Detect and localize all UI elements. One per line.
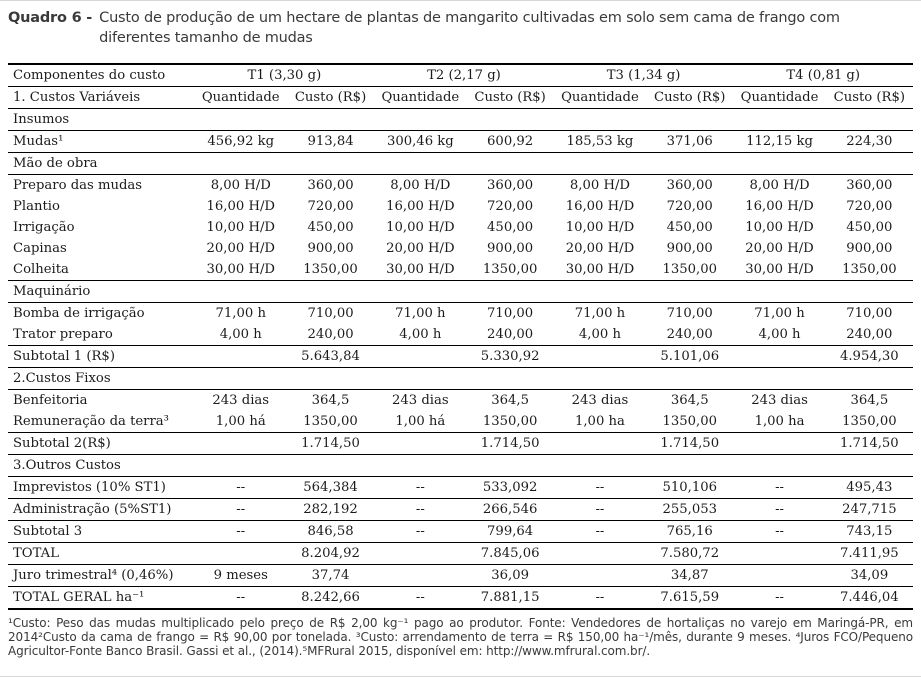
quantity-cell: 243 dias	[392, 393, 449, 408]
cost-cell: 743,15	[826, 521, 913, 543]
table-row	[8, 131, 913, 153]
quantity-cell: 8,00 H/D	[210, 178, 271, 193]
cost-cell: 5.643,84	[287, 346, 374, 368]
group-header-t2: T2 (2,17 g)	[374, 64, 554, 87]
cost-cell: 34,09	[826, 565, 913, 587]
caption-label: Quadro 6 -	[8, 10, 93, 26]
quantity-cell: 20,00 H/D	[386, 241, 455, 256]
row-label: TOTAL GERAL ha⁻¹	[13, 590, 145, 605]
cost-cell: 720,00	[487, 199, 534, 214]
row-label: Plantio	[13, 199, 60, 214]
cost-cell: 266,546	[466, 499, 553, 521]
quantity-cell: --	[374, 521, 466, 543]
section-row	[8, 109, 913, 131]
quantity-cell: 10,00 H/D	[206, 220, 275, 235]
quantity-cell: 1,00 ha	[554, 411, 646, 433]
quantity-cell: --	[554, 521, 646, 543]
quantity-cell	[374, 346, 466, 368]
quantity-cell: 10,00 H/D	[745, 220, 814, 235]
quantity-cell	[195, 346, 287, 368]
quantity-cell	[554, 433, 646, 455]
quantity-cell: 4,00 h	[733, 324, 825, 346]
col-header-cost: Custo (R$)	[646, 87, 733, 109]
cost-cell: 710,00	[307, 306, 354, 321]
cost-cell: 240,00	[466, 324, 553, 346]
table-row	[8, 238, 913, 259]
col-header-quantity: Quantidade	[733, 87, 825, 109]
quantity-cell: 4,00 h	[195, 324, 287, 346]
section-row	[8, 153, 913, 175]
cost-cell: 450,00	[666, 220, 713, 235]
row-label: TOTAL	[8, 543, 195, 565]
cost-cell: 8.204,92	[287, 543, 374, 565]
quantity-cell: 456,92 kg	[195, 131, 287, 153]
section-label: Mão de obra	[8, 153, 913, 175]
quantity-cell: --	[595, 590, 605, 605]
cost-cell: 1350,00	[646, 259, 733, 281]
quantity-cell: 30,00 H/D	[374, 259, 466, 281]
quantity-cell: --	[554, 499, 646, 521]
quantity-cell: --	[775, 590, 784, 605]
cost-cell: 799,64	[466, 521, 553, 543]
cost-cell: 765,16	[646, 521, 733, 543]
subheader-label: 1. Custos Variáveis	[8, 87, 195, 109]
cost-cell: 710,00	[666, 306, 713, 321]
quantity-cell: 9 meses	[195, 565, 287, 587]
quantity-cell: 71,00 h	[395, 306, 446, 321]
quantity-cell: 112,15 kg	[733, 131, 825, 153]
cost-cell: 37,74	[287, 565, 374, 587]
quantity-cell: 16,00 H/D	[565, 199, 635, 214]
quantity-cell: 243 dias	[571, 393, 629, 408]
cost-cell: 1350,00	[287, 259, 374, 281]
quantity-cell: 71,00 h	[754, 306, 805, 321]
col-header-quantity: Quantidade	[195, 87, 287, 109]
quantity-cell	[554, 346, 646, 368]
quantity-cell	[733, 565, 825, 587]
cost-cell: 34,87	[646, 565, 733, 587]
cost-cell: 364,5	[670, 393, 709, 408]
cost-cell: 360,00	[307, 178, 354, 193]
cost-cell: 1350,00	[646, 411, 733, 433]
quantity-cell: 16,00 H/D	[386, 199, 455, 214]
table-row	[8, 499, 913, 521]
table-row	[8, 346, 913, 368]
group-header-t4: T4 (0,81 g)	[733, 64, 913, 87]
quantity-cell	[195, 543, 287, 565]
quantity-cell: 16,00 H/D	[206, 199, 275, 214]
cost-cell: 1.714,50	[287, 433, 374, 455]
footnotes: ¹Custo: Peso das mudas multiplicado pelo preço de R$ 2,00 kg⁻¹ pago ao produtor. Fonte: Vendedores de hortaliças no varejo em Maringá-PR, em 2014²Custo da cama de frango = R$ 90,00 por tonelada. ³Custo: arrendamento de terra = R$ 150,00 ha⁻¹/mês, durante 9 meses. ⁴Juros FCO/Pequeno Agricultor-Fonte Banco Brasil. Gassi et al., (2014).⁵MFRural 2015, disponível em: http://www.mfrural.com.br/.	[8, 616, 913, 658]
row-label: Benfeitoria	[13, 393, 88, 408]
cost-cell: 360,00	[666, 178, 713, 193]
quantity-cell: --	[195, 499, 287, 521]
row-label: Irrigação	[13, 220, 75, 235]
col-header-cost: Custo (R$)	[466, 87, 553, 109]
table-row	[8, 543, 913, 565]
table-row	[8, 433, 913, 455]
cost-cell: 4.954,30	[826, 346, 913, 368]
cost-cell: 282,192	[287, 499, 374, 521]
quantity-cell: 20,00 H/D	[206, 241, 275, 256]
quantity-cell: --	[733, 499, 825, 521]
col-header-quantity: Quantidade	[554, 87, 646, 109]
row-label: Administração (5%ST1)	[8, 499, 195, 521]
quantity-cell	[554, 543, 646, 565]
quantity-cell: --	[554, 477, 646, 499]
quantity-cell	[733, 433, 825, 455]
quantity-cell	[733, 543, 825, 565]
section-row	[8, 368, 913, 390]
cost-cell: 710,00	[487, 306, 534, 321]
quantity-cell: --	[374, 477, 466, 499]
cost-cell: 900,00	[307, 241, 354, 256]
group-header-t3: T3 (1,34 g)	[554, 64, 734, 87]
cost-cell: 564,384	[287, 477, 374, 499]
cost-cell: 240,00	[646, 324, 733, 346]
cost-cell: 846,58	[287, 521, 374, 543]
caption-text: Custo de produção de um hectare de plantas de mangarito cultivadas em solo sem cama de frango com diferentes tamanho de mudas	[99, 10, 840, 46]
quantity-cell: 71,00 h	[574, 306, 626, 321]
col-header-quantity: Quantidade	[374, 87, 466, 109]
cost-cell: 1350,00	[287, 411, 374, 433]
quantity-cell: 300,46 kg	[374, 131, 466, 153]
cost-cell: 710,00	[846, 306, 893, 321]
table-row	[8, 303, 913, 325]
quantity-cell: 20,00 H/D	[565, 241, 635, 256]
cost-cell: 7.845,06	[466, 543, 553, 565]
cost-cell: 510,106	[646, 477, 733, 499]
quantity-cell: 71,00 h	[215, 306, 266, 321]
cost-cell: 900,00	[846, 241, 893, 256]
cost-cell: 7.411,95	[826, 543, 913, 565]
table-row	[8, 477, 913, 499]
quantity-cell: 30,00 H/D	[195, 259, 287, 281]
cost-cell: 36,09	[466, 565, 553, 587]
cost-cell: 364,5	[850, 393, 889, 408]
section-label: Insumos	[8, 109, 913, 131]
quantity-cell: 243 dias	[212, 393, 270, 408]
row-label: Colheita	[8, 259, 195, 281]
table-row	[8, 411, 913, 433]
cost-cell: 360,00	[487, 178, 534, 193]
table-row	[8, 196, 913, 217]
col-header-cost: Custo (R$)	[287, 87, 374, 109]
quantity-cell: 4,00 h	[374, 324, 466, 346]
cost-cell: 1350,00	[466, 259, 553, 281]
cost-cell: 240,00	[287, 324, 374, 346]
quantity-cell: 243 dias	[751, 393, 808, 408]
quantity-cell: 10,00 H/D	[386, 220, 455, 235]
quantity-cell: --	[733, 521, 825, 543]
table-row	[8, 259, 913, 281]
cost-cell: 7.615,59	[660, 590, 720, 605]
row-label: Remuneração da terra³	[8, 411, 195, 433]
cost-cell: 1350,00	[826, 259, 913, 281]
quantity-cell: 4,00 h	[554, 324, 646, 346]
row-label: Capinas	[13, 241, 67, 256]
quantity-cell: --	[236, 590, 246, 605]
quantity-cell	[374, 433, 466, 455]
quantity-cell: 16,00 H/D	[745, 199, 814, 214]
quantity-cell	[374, 565, 466, 587]
quantity-cell: --	[374, 499, 466, 521]
table-row	[8, 217, 913, 238]
table-row	[8, 390, 913, 412]
sub-header-row	[8, 87, 913, 109]
cost-cell: 1350,00	[466, 411, 553, 433]
cost-cell: 900,00	[487, 241, 534, 256]
quantity-cell: --	[733, 477, 825, 499]
row-label: Mudas¹	[8, 131, 195, 153]
cost-cell: 900,00	[666, 241, 713, 256]
quantity-cell: 185,53 kg	[554, 131, 646, 153]
cost-cell: 1.714,50	[466, 433, 553, 455]
section-label: 2.Custos Fixos	[8, 368, 913, 390]
table-row	[8, 175, 913, 197]
cost-cell: 913,84	[287, 131, 374, 153]
row-label: Preparo das mudas	[13, 178, 143, 193]
cost-cell: 720,00	[666, 199, 713, 214]
cost-cell: 720,00	[846, 199, 893, 214]
group-header-t1: T1 (3,30 g)	[195, 64, 375, 87]
row-label: Juro trimestral⁴ (0,46%)	[8, 565, 195, 587]
cost-cell: 7.580,72	[646, 543, 733, 565]
table-row	[8, 587, 913, 610]
col-header-components: Componentes do custo	[8, 64, 195, 87]
table-row	[8, 324, 913, 346]
cost-cell: 720,00	[307, 199, 354, 214]
cost-cell: 360,00	[846, 178, 893, 193]
quantity-cell	[374, 543, 466, 565]
row-label: Bomba de irrigação	[13, 306, 145, 321]
cost-cell: 364,5	[491, 393, 530, 408]
quantity-cell: --	[195, 521, 287, 543]
cost-cell: 5.330,92	[466, 346, 553, 368]
quantity-cell	[195, 433, 287, 455]
cost-cell: 371,06	[646, 131, 733, 153]
cost-cell: 7.881,15	[480, 590, 540, 605]
cost-cell: 1.714,50	[646, 433, 733, 455]
table-caption	[8, 8, 911, 48]
row-label: Trator preparo	[8, 324, 195, 346]
quantity-cell: 10,00 H/D	[565, 220, 635, 235]
section-row	[8, 281, 913, 303]
quantity-cell: 1,00 há	[195, 411, 287, 433]
cost-cell: 247,715	[826, 499, 913, 521]
row-label: Subtotal 1 (R$)	[8, 346, 195, 368]
quantity-cell: 8,00 H/D	[749, 178, 810, 193]
cost-table	[8, 63, 913, 610]
row-label: Subtotal 3	[8, 521, 195, 543]
section-label: 3.Outros Custos	[8, 455, 913, 477]
quantity-cell	[733, 346, 825, 368]
quantity-cell: 8,00 H/D	[390, 178, 451, 193]
quantity-cell: 1,00 ha	[733, 411, 825, 433]
cost-cell: 8.242,66	[301, 590, 360, 605]
table-row	[8, 521, 913, 543]
table-row	[8, 565, 913, 587]
cost-cell: 240,00	[826, 324, 913, 346]
row-label: Subtotal 2(R$)	[8, 433, 195, 455]
quantity-cell: 8,00 H/D	[569, 178, 630, 193]
cost-cell: 7.446,04	[839, 590, 899, 605]
cost-cell: 1.714,50	[826, 433, 913, 455]
col-header-cost: Custo (R$)	[826, 87, 913, 109]
cost-cell: 5.101,06	[646, 346, 733, 368]
cost-cell: 450,00	[846, 220, 893, 235]
section-label: Maquinário	[8, 281, 913, 303]
cost-cell: 600,92	[466, 131, 553, 153]
cost-cell: 533,092	[466, 477, 553, 499]
quantity-cell: 20,00 H/D	[745, 241, 814, 256]
cost-cell: 450,00	[487, 220, 534, 235]
row-label: Imprevistos (10% ST1)	[8, 477, 195, 499]
cost-cell: 495,43	[826, 477, 913, 499]
cost-cell: 224,30	[826, 131, 913, 153]
quantity-cell	[554, 565, 646, 587]
section-row	[8, 455, 913, 477]
group-header-row	[8, 64, 913, 87]
cost-cell: 364,5	[311, 393, 350, 408]
quantity-cell: 30,00 H/D	[733, 259, 825, 281]
cost-cell: 450,00	[307, 220, 354, 235]
quantity-cell: 30,00 H/D	[554, 259, 646, 281]
cost-cell: 1350,00	[826, 411, 913, 433]
cost-cell: 255,053	[646, 499, 733, 521]
quantity-cell: 1,00 há	[374, 411, 466, 433]
quantity-cell: --	[415, 590, 425, 605]
quantity-cell: --	[195, 477, 287, 499]
